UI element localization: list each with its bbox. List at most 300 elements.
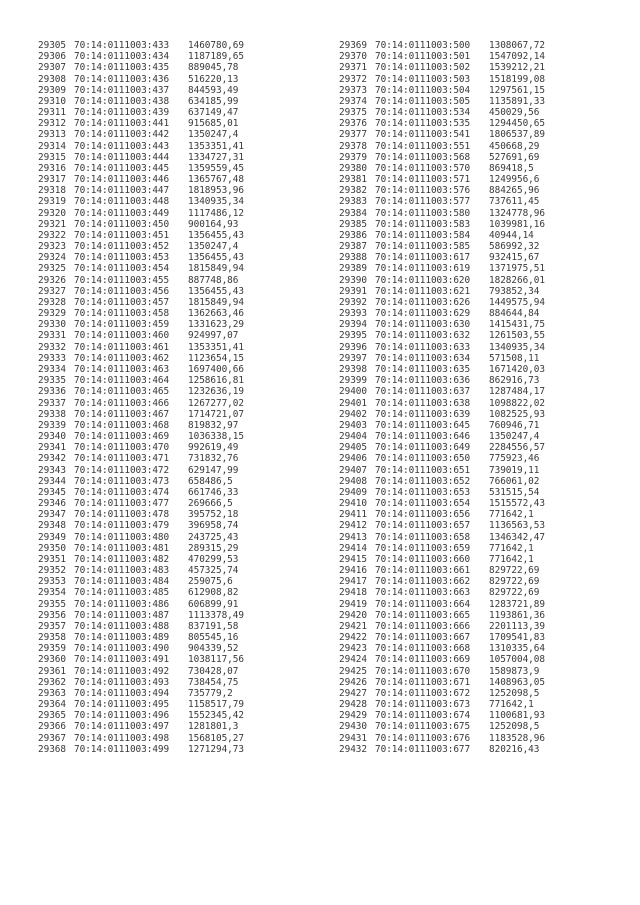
cadastral-number: 70:14:0111003:453	[74, 252, 170, 264]
row-number: 29371	[339, 62, 367, 74]
cadastral-value: 606899,91	[188, 598, 239, 610]
cadastral-value: 629147,99	[188, 464, 239, 476]
table-row	[38, 275, 338, 286]
row-number: 29321	[38, 218, 66, 230]
row-number: 29328	[38, 296, 66, 308]
row-number: 29384	[339, 207, 367, 219]
cadastral-number: 70:14:0111003:485	[74, 587, 170, 599]
row-number: 29423	[339, 643, 367, 655]
table-row	[38, 699, 338, 710]
cadastral-number: 70:14:0111003:484	[74, 576, 170, 588]
table-row	[339, 330, 639, 341]
table-row	[339, 498, 639, 509]
table-row	[38, 174, 338, 185]
cadastral-number: 70:14:0111003:487	[74, 609, 170, 621]
table-row	[38, 141, 338, 152]
row-number: 29319	[38, 196, 66, 208]
row-number: 29380	[339, 162, 367, 174]
cadastral-number: 70:14:0111003:452	[74, 241, 170, 253]
cadastral-number: 70:14:0111003:451	[74, 229, 170, 241]
table-row	[38, 62, 338, 73]
cadastral-value: 1350247,4	[188, 129, 239, 141]
cadastral-value: 932415,67	[489, 252, 540, 264]
cadastral-value: 1568105,27	[188, 732, 244, 744]
row-number: 29305	[38, 40, 66, 51]
row-number: 29382	[339, 185, 367, 197]
cadastral-number: 70:14:0111003:444	[74, 151, 170, 163]
cadastral-value: 1136563,53	[489, 520, 545, 532]
table-row	[339, 74, 639, 85]
cadastral-value: 1036338,15	[188, 431, 244, 443]
cadastral-value: 1408963,05	[489, 676, 545, 688]
cadastral-value: 1261503,55	[489, 330, 545, 342]
cadastral-value: 1297561,15	[489, 84, 545, 96]
cadastral-number: 70:14:0111003:634	[375, 352, 471, 364]
cadastral-value: 829722,69	[489, 576, 540, 588]
table-row	[38, 319, 338, 330]
cadastral-number: 70:14:0111003:585	[375, 241, 471, 253]
table-row	[38, 51, 338, 62]
table-row	[38, 632, 338, 643]
row-number: 29421	[339, 620, 367, 632]
row-number: 29337	[38, 397, 66, 409]
cadastral-number: 70:14:0111003:645	[375, 419, 471, 431]
cadastral-number: 70:14:0111003:504	[375, 84, 471, 96]
row-number: 29391	[339, 285, 367, 297]
table-row	[38, 710, 338, 721]
table-row	[38, 721, 338, 732]
row-number: 29410	[339, 498, 367, 510]
cadastral-value: 884644,84	[489, 308, 540, 320]
row-number: 29311	[38, 107, 66, 119]
cadastral-value: 1356455,43	[188, 285, 244, 297]
cadastral-value: 887748,86	[188, 274, 239, 286]
cadastral-value: 1365767,48	[188, 174, 244, 186]
cadastral-number: 70:14:0111003:478	[74, 509, 170, 521]
cadastral-value: 1232636,19	[188, 386, 244, 398]
row-number: 29416	[339, 565, 367, 577]
row-number: 29344	[38, 475, 66, 487]
cadastral-number: 70:14:0111003:637	[375, 386, 471, 398]
cadastral-number: 70:14:0111003:577	[375, 196, 471, 208]
cadastral-number: 70:14:0111003:489	[74, 632, 170, 644]
row-number: 29309	[38, 84, 66, 96]
row-number: 29430	[339, 721, 367, 733]
cadastral-number: 70:14:0111003:651	[375, 464, 471, 476]
row-number: 29352	[38, 565, 66, 577]
row-number: 29366	[38, 721, 66, 733]
row-number: 29332	[38, 341, 66, 353]
cadastral-value: 1697400,66	[188, 363, 244, 375]
cadastral-value: 1806537,89	[489, 129, 545, 141]
row-number: 29356	[38, 609, 66, 621]
cadastral-value: 900164,93	[188, 218, 239, 230]
row-number: 29381	[339, 174, 367, 186]
cadastral-number: 70:14:0111003:442	[74, 129, 170, 141]
cadastral-value: 634185,99	[188, 95, 239, 107]
table-row	[339, 308, 639, 319]
cadastral-number: 70:14:0111003:495	[74, 699, 170, 711]
cadastral-value: 739019,11	[489, 464, 540, 476]
row-number: 29359	[38, 643, 66, 655]
cadastral-number: 70:14:0111003:676	[375, 732, 471, 744]
row-number: 29336	[38, 386, 66, 398]
cadastral-number: 70:14:0111003:435	[74, 62, 170, 74]
table-row	[38, 96, 338, 107]
row-number: 29417	[339, 576, 367, 588]
table-row	[339, 364, 639, 375]
row-number: 29364	[38, 699, 66, 711]
cadastral-number: 70:14:0111003:664	[375, 598, 471, 610]
row-number: 29379	[339, 151, 367, 163]
table-row	[339, 118, 639, 129]
row-number: 29367	[38, 732, 66, 744]
table-row	[339, 554, 639, 565]
table-row	[339, 599, 639, 610]
cadastral-number: 70:14:0111003:436	[74, 73, 170, 85]
cadastral-number: 70:14:0111003:661	[375, 565, 471, 577]
cadastral-number: 70:14:0111003:477	[74, 498, 170, 510]
table-row	[339, 465, 639, 476]
cadastral-value: 243725,43	[188, 531, 239, 543]
row-number: 29358	[38, 632, 66, 644]
cadastral-value: 829722,69	[489, 587, 540, 599]
cadastral-number: 70:14:0111003:454	[74, 263, 170, 275]
row-number: 29419	[339, 598, 367, 610]
cadastral-number: 70:14:0111003:470	[74, 442, 170, 454]
cadastral-value: 1249956,6	[489, 174, 540, 186]
table-row	[339, 509, 639, 520]
table-row	[339, 40, 639, 51]
row-number: 29312	[38, 118, 66, 130]
cadastral-value: 1518199,08	[489, 73, 545, 85]
table-row	[38, 688, 338, 699]
row-number: 29324	[38, 252, 66, 264]
cadastral-number: 70:14:0111003:665	[375, 609, 471, 621]
cadastral-value: 571508,11	[489, 352, 540, 364]
cadastral-value: 457325,74	[188, 565, 239, 577]
table-row	[339, 398, 639, 409]
row-number: 29363	[38, 687, 66, 699]
cadastral-number: 70:14:0111003:458	[74, 308, 170, 320]
cadastral-number: 70:14:0111003:672	[375, 687, 471, 699]
cadastral-number: 70:14:0111003:668	[375, 643, 471, 655]
cadastral-value: 1308067,72	[489, 40, 545, 51]
cadastral-number: 70:14:0111003:505	[375, 95, 471, 107]
cadastral-number: 70:14:0111003:666	[375, 620, 471, 632]
row-number: 29393	[339, 308, 367, 320]
cadastral-number: 70:14:0111003:465	[74, 386, 170, 398]
cadastral-number: 70:14:0111003:568	[375, 151, 471, 163]
table-row	[38, 654, 338, 665]
table-row	[339, 219, 639, 230]
cadastral-value: 527691,69	[489, 151, 540, 163]
cadastral-number: 70:14:0111003:619	[375, 263, 471, 275]
table-row	[38, 733, 338, 744]
cadastral-number: 70:14:0111003:541	[375, 129, 471, 141]
cadastral-value: 1038117,56	[188, 654, 244, 666]
table-row	[339, 286, 639, 297]
left-column	[38, 40, 338, 755]
row-number: 29353	[38, 576, 66, 588]
row-number: 29431	[339, 732, 367, 744]
table-row	[339, 386, 639, 397]
cadastral-value: 1815849,94	[188, 263, 244, 275]
cadastral-number: 70:14:0111003:437	[74, 84, 170, 96]
row-number: 29357	[38, 620, 66, 632]
cadastral-value: 1098822,02	[489, 397, 545, 409]
table-row	[38, 554, 338, 565]
table-row	[339, 487, 639, 498]
cadastral-number: 70:14:0111003:534	[375, 107, 471, 119]
cadastral-number: 70:14:0111003:486	[74, 598, 170, 610]
cadastral-number: 70:14:0111003:649	[375, 442, 471, 454]
cadastral-number: 70:14:0111003:660	[375, 553, 471, 565]
table-row	[38, 565, 338, 576]
cadastral-value: 819832,97	[188, 419, 239, 431]
table-row	[339, 666, 639, 677]
cadastral-value: 1057004,08	[489, 654, 545, 666]
cadastral-number: 70:14:0111003:617	[375, 252, 471, 264]
row-number: 29317	[38, 174, 66, 186]
cadastral-value: 1267277,02	[188, 397, 244, 409]
table-row	[339, 688, 639, 699]
cadastral-value: 1709541,83	[489, 632, 545, 644]
table-row	[38, 409, 338, 420]
row-number: 29432	[339, 743, 367, 755]
cadastral-number: 70:14:0111003:576	[375, 185, 471, 197]
table-row	[38, 587, 338, 598]
cadastral-value: 1340935,34	[188, 196, 244, 208]
table-row	[339, 252, 639, 263]
cadastral-number: 70:14:0111003:447	[74, 185, 170, 197]
cadastral-number: 70:14:0111003:467	[74, 408, 170, 420]
cadastral-value: 730428,07	[188, 665, 239, 677]
cadastral-number: 70:14:0111003:433	[74, 40, 170, 51]
row-number: 29322	[38, 229, 66, 241]
row-number: 29408	[339, 475, 367, 487]
cadastral-value: 1258616,81	[188, 375, 244, 387]
cadastral-value: 1271294,73	[188, 743, 244, 755]
table-row	[38, 286, 338, 297]
cadastral-value: 869418,5	[489, 162, 534, 174]
cadastral-number: 70:14:0111003:635	[375, 363, 471, 375]
cadastral-number: 70:14:0111003:667	[375, 632, 471, 644]
cadastral-number: 70:14:0111003:630	[375, 319, 471, 331]
cadastral-value: 1460780,69	[188, 40, 244, 51]
cadastral-value: 1135891,33	[489, 95, 545, 107]
cadastral-number: 70:14:0111003:439	[74, 107, 170, 119]
table-row	[38, 431, 338, 442]
table-row	[339, 275, 639, 286]
row-number: 29372	[339, 73, 367, 85]
cadastral-number: 70:14:0111003:492	[74, 665, 170, 677]
row-number: 29346	[38, 498, 66, 510]
cadastral-value: 1350247,4	[489, 431, 540, 443]
row-number: 29407	[339, 464, 367, 476]
table-row	[339, 319, 639, 330]
row-number: 29418	[339, 587, 367, 599]
cadastral-value: 1515572,43	[489, 498, 545, 510]
row-number: 29374	[339, 95, 367, 107]
table-row	[38, 498, 338, 509]
table-row	[339, 375, 639, 386]
cadastral-number: 70:14:0111003:483	[74, 565, 170, 577]
cadastral-number: 70:14:0111003:503	[375, 73, 471, 85]
cadastral-value: 40944,14	[489, 229, 534, 241]
table-row	[38, 219, 338, 230]
cadastral-value: 1183528,96	[489, 732, 545, 744]
table-row	[38, 509, 338, 520]
cadastral-value: 289315,29	[188, 542, 239, 554]
table-row	[38, 420, 338, 431]
table-row	[38, 353, 338, 364]
table-row	[38, 599, 338, 610]
table-row	[339, 442, 639, 453]
row-number: 29313	[38, 129, 66, 141]
table-row	[339, 241, 639, 252]
cadastral-number: 70:14:0111003:473	[74, 475, 170, 487]
cadastral-value: 1415431,75	[489, 319, 545, 331]
row-number: 29326	[38, 274, 66, 286]
cadastral-number: 70:14:0111003:502	[375, 62, 471, 74]
cadastral-number: 70:14:0111003:471	[74, 453, 170, 465]
table-row	[339, 141, 639, 152]
cadastral-number: 70:14:0111003:570	[375, 162, 471, 174]
row-number: 29375	[339, 107, 367, 119]
cadastral-number: 70:14:0111003:671	[375, 676, 471, 688]
cadastral-number: 70:14:0111003:488	[74, 620, 170, 632]
row-number: 29351	[38, 553, 66, 565]
cadastral-value: 637149,47	[188, 107, 239, 119]
table-row	[38, 185, 338, 196]
cadastral-value: 1187189,65	[188, 51, 244, 63]
cadastral-number: 70:14:0111003:490	[74, 643, 170, 655]
row-number: 29368	[38, 743, 66, 755]
row-number: 29394	[339, 319, 367, 331]
cadastral-value: 775923,46	[489, 453, 540, 465]
cadastral-number: 70:14:0111003:621	[375, 285, 471, 297]
table-row	[339, 263, 639, 274]
row-number: 29318	[38, 185, 66, 197]
row-number: 29403	[339, 419, 367, 431]
table-row	[339, 744, 639, 755]
row-number: 29422	[339, 632, 367, 644]
cadastral-value: 735779,2	[188, 687, 233, 699]
row-number: 29315	[38, 151, 66, 163]
cadastral-value: 1449575,94	[489, 296, 545, 308]
table-row	[339, 520, 639, 531]
cadastral-number: 70:14:0111003:670	[375, 665, 471, 677]
cadastral-number: 70:14:0111003:499	[74, 743, 170, 755]
cadastral-value: 771642,1	[489, 553, 534, 565]
cadastral-value: 1552345,42	[188, 710, 244, 722]
table-row	[339, 699, 639, 710]
cadastral-number: 70:14:0111003:657	[375, 520, 471, 532]
row-number: 29331	[38, 330, 66, 342]
row-number: 29388	[339, 252, 367, 264]
table-row	[339, 543, 639, 554]
row-number: 29398	[339, 363, 367, 375]
row-number: 29414	[339, 542, 367, 554]
cadastral-number: 70:14:0111003:493	[74, 676, 170, 688]
row-number: 29387	[339, 241, 367, 253]
table-row	[339, 163, 639, 174]
table-row	[38, 621, 338, 632]
table-row	[339, 721, 639, 732]
cadastral-value: 470299,53	[188, 553, 239, 565]
table-row	[38, 252, 338, 263]
cadastral-value: 771642,1	[489, 509, 534, 521]
cadastral-number: 70:14:0111003:472	[74, 464, 170, 476]
cadastral-number: 70:14:0111003:455	[74, 274, 170, 286]
table-row	[38, 666, 338, 677]
cadastral-number: 70:14:0111003:459	[74, 319, 170, 331]
cadastral-number: 70:14:0111003:501	[375, 51, 471, 63]
cadastral-value: 1324778,96	[489, 207, 545, 219]
table-row	[339, 710, 639, 721]
table-row	[339, 96, 639, 107]
row-number: 29338	[38, 408, 66, 420]
row-number: 29406	[339, 453, 367, 465]
table-row	[38, 677, 338, 688]
table-row	[339, 185, 639, 196]
row-number: 29316	[38, 162, 66, 174]
table-row	[339, 565, 639, 576]
cadastral-number: 70:14:0111003:551	[375, 140, 471, 152]
table-row	[38, 342, 338, 353]
row-number: 29342	[38, 453, 66, 465]
cadastral-value: 820216,43	[489, 743, 540, 755]
cadastral-number: 70:14:0111003:675	[375, 721, 471, 733]
cadastral-value: 1539212,21	[489, 62, 545, 74]
cadastral-number: 70:14:0111003:450	[74, 218, 170, 230]
row-number: 29428	[339, 699, 367, 711]
row-number: 29396	[339, 341, 367, 353]
cadastral-number: 70:14:0111003:656	[375, 509, 471, 521]
cadastral-number: 70:14:0111003:653	[375, 486, 471, 498]
row-number: 29329	[38, 308, 66, 320]
row-number: 29341	[38, 442, 66, 454]
cadastral-value: 612908,82	[188, 587, 239, 599]
table-row	[38, 576, 338, 587]
row-number: 29424	[339, 654, 367, 666]
row-number: 29429	[339, 710, 367, 722]
cadastral-value: 844593,49	[188, 84, 239, 96]
cadastral-value: 1714721,07	[188, 408, 244, 420]
cadastral-number: 70:14:0111003:438	[74, 95, 170, 107]
row-number: 29361	[38, 665, 66, 677]
cadastral-number: 70:14:0111003:461	[74, 341, 170, 353]
cadastral-value: 396958,74	[188, 520, 239, 532]
table-row	[38, 476, 338, 487]
table-row	[339, 51, 639, 62]
cadastral-value: 1356455,43	[188, 252, 244, 264]
cadastral-value: 1362663,46	[188, 308, 244, 320]
row-number: 29330	[38, 319, 66, 331]
row-number: 29354	[38, 587, 66, 599]
cadastral-value: 889045,78	[188, 62, 239, 74]
row-number: 29420	[339, 609, 367, 621]
cadastral-value: 1353351,41	[188, 140, 244, 152]
cadastral-number: 70:14:0111003:466	[74, 397, 170, 409]
table-row	[339, 576, 639, 587]
cadastral-value: 661746,33	[188, 486, 239, 498]
table-row	[38, 487, 338, 498]
cadastral-number: 70:14:0111003:496	[74, 710, 170, 722]
cadastral-number: 70:14:0111003:620	[375, 274, 471, 286]
cadastral-value: 766061,02	[489, 475, 540, 487]
